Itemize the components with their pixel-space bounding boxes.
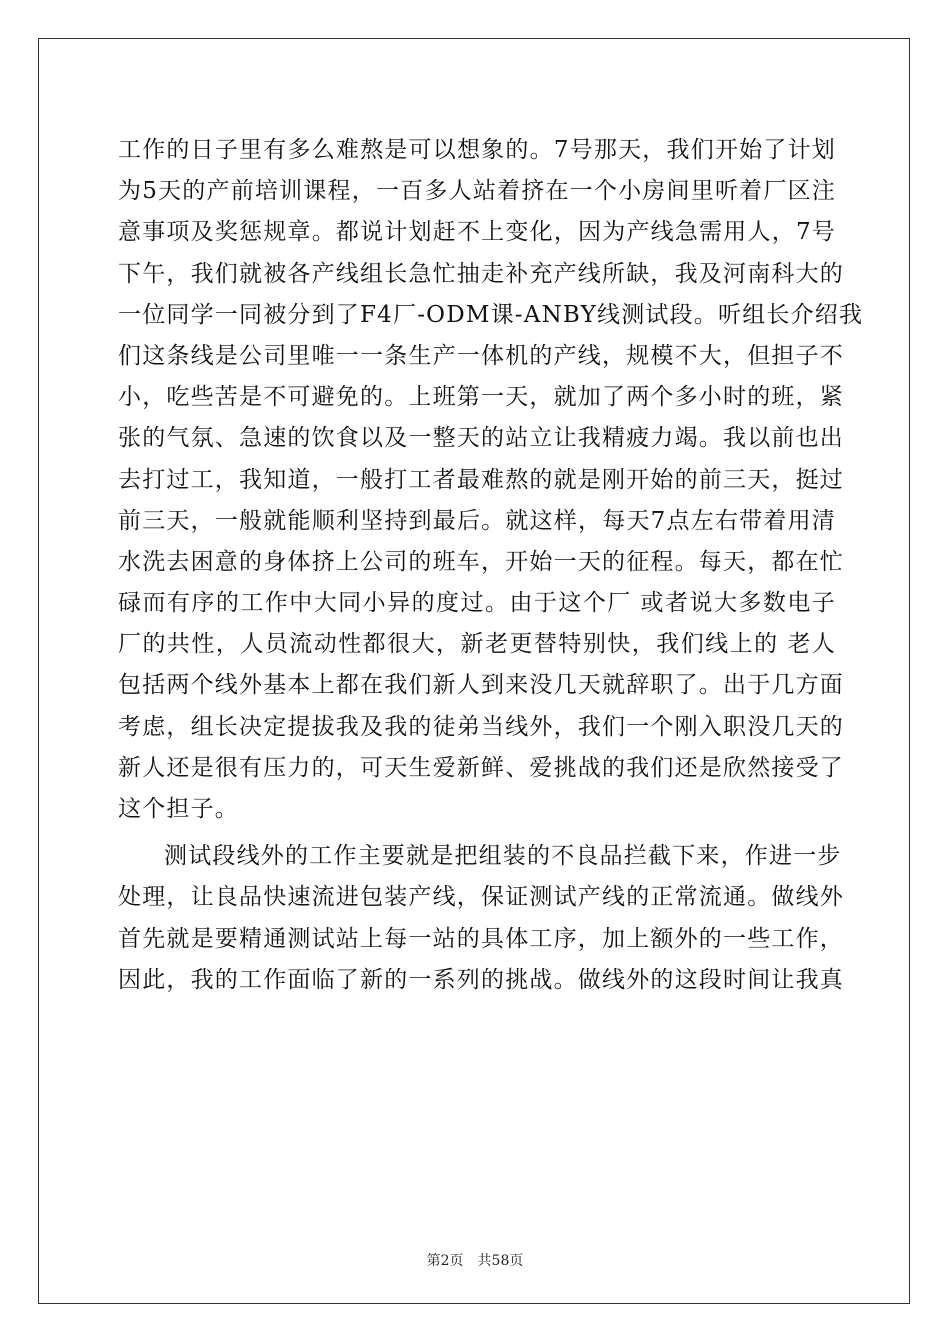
document-body [118, 130, 864, 1001]
text-line: 一位同学一同被分到了F4厂-ODM课-ANBY线测试段。听组长介绍我 [118, 301, 864, 328]
text-line: 包括两个线外基本上都在我们新人到来没几天就辞职了。出于几方面 [118, 672, 844, 699]
text-line: 考虑，组长决定提拔我及我的徒弟当线外，我们一个刚入职没几天的 [118, 713, 844, 740]
paragraph-1 [118, 130, 864, 830]
text-line: 处理，让良品快速流进包装产线，保证测试产线的正常流通。做线外 [118, 884, 844, 911]
text-line: 水洗去困意的身体挤上公司的班车，开始一天的征程。每天，都在忙 [118, 548, 844, 575]
text-line: 测试段线外的工作主要就是把组装的不良品拦截下来，作进一步 [164, 843, 842, 870]
text-line: 为5天的产前培训课程，一百多人站着挤在一个小房间里听着厂区注 [118, 178, 836, 205]
page-number: 第2页 [426, 1253, 464, 1269]
paragraph-2 [118, 836, 844, 1001]
text-line: 首先就是要精通测试站上每一站的具体工序，加上额外的一些工作， [118, 925, 844, 952]
text-line: 张的气氛、急速的饮食以及一整天的站立让我精疲力竭。我以前也出 [118, 425, 844, 452]
text-line: 厂的共性，人员流动性都很大，新老更替特别快，我们线上的 老人 [118, 631, 836, 658]
text-line: 前三天，一般就能顺利坚持到最后。就这样，每天7点左右带着用清 [118, 507, 836, 534]
text-line: 下午，我们就被各产线组长急忙抽走补充产线所缺，我及河南科大的 [118, 260, 844, 287]
text-line: 们这条线是公司里唯一一条生产一体机的产线，规模不大，但担子不 [118, 342, 844, 369]
text-line: 新人还是很有压力的，可天生爱新鲜、爱挑战的我们还是欣然接受了 [118, 754, 844, 781]
text-line: 这个担子。 [118, 796, 239, 822]
page-footer [0, 1250, 950, 1270]
text-line: 意事项及奖惩规章。都说计划赶不上变化，因为产线急需用人，7号 [118, 219, 836, 246]
text-line: 去打过工，我知道，一般打工者最难熬的就是刚开始的前三天，挺过 [118, 466, 844, 493]
text-line: 因此，我的工作面临了新的一系列的挑战。做线外的这段时间让我真 [118, 966, 844, 993]
text-line: 碌而有序的工作中大同小异的度过。由于这个厂 或者说大多数电子 [118, 590, 836, 617]
text-line: 小，吃些苦是不可避免的。上班第一天，就加了两个多小时的班，紧 [118, 384, 844, 411]
text-line: 工作的日子里有多么难熬是可以想象的。7号那天，我们开始了计划 [118, 137, 836, 163]
total-pages: 共58页 [477, 1253, 524, 1269]
